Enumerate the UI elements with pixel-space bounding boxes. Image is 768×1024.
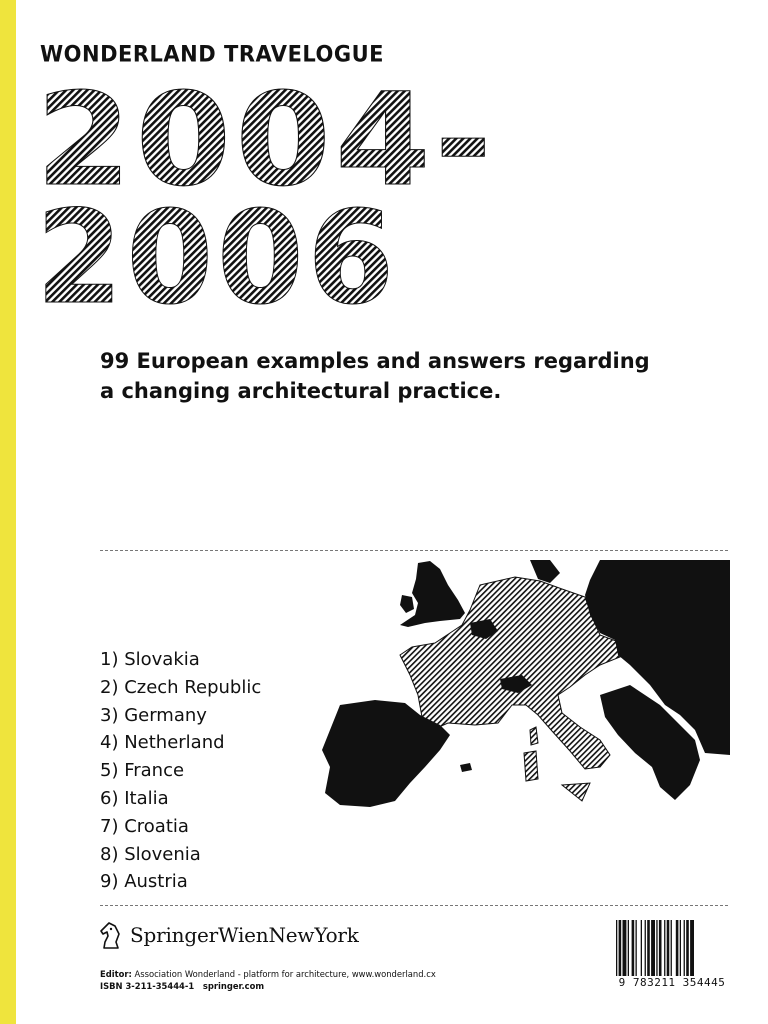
barcode-bar <box>659 920 662 984</box>
map-great-britain <box>400 561 465 627</box>
list-item: 6) Italia <box>100 787 169 809</box>
yellow-spine-strip <box>0 0 16 1024</box>
years-title <box>36 76 506 312</box>
years-line-2: 2006 <box>36 184 398 312</box>
publisher-website: springer.com <box>202 981 265 991</box>
country-list <box>100 646 261 896</box>
barcode-bar <box>676 920 679 984</box>
barcode-bar <box>632 920 635 984</box>
barcode-bar <box>680 920 681 984</box>
europe-map <box>300 555 730 810</box>
list-item: 4) Netherland <box>100 732 225 754</box>
dashed-divider-bottom <box>100 905 728 906</box>
barcode-bar <box>656 920 657 984</box>
isbn-line <box>100 980 436 992</box>
barcode-bar <box>645 920 646 984</box>
editor-label: Editor: <box>100 969 132 979</box>
list-item: 3) Germany <box>100 704 207 726</box>
series-title: WONDERLAND TRAVELOGUE <box>40 41 385 67</box>
map-sardinia <box>524 751 538 781</box>
publisher-logo <box>96 918 359 952</box>
barcode-bar <box>623 920 627 984</box>
barcode-bar <box>671 920 672 984</box>
barcode-bar <box>628 920 629 984</box>
list-item: 8) Slovenia <box>100 843 201 865</box>
barcode-number: 9 783211 354445 <box>612 976 732 989</box>
barcode-bar <box>616 920 617 984</box>
map-sicily <box>562 783 590 801</box>
barcode-bar <box>686 920 689 984</box>
list-item: 9) Austria <box>100 871 188 893</box>
list-item: 5) France <box>100 760 185 782</box>
years-line-1: 2004- <box>36 76 496 215</box>
springer-knight-icon <box>96 920 124 950</box>
map-scandinavia <box>530 560 560 583</box>
isbn: ISBN 3-211-35444-1 <box>100 981 195 991</box>
map-corsica <box>530 727 538 745</box>
list-item: 1) Slovakia <box>100 649 200 670</box>
publisher-name: SpringerWienNewYork <box>130 923 359 947</box>
barcode-bar <box>636 920 637 984</box>
imprint <box>100 968 436 992</box>
tagline-line-2: a changing architectural practice. <box>100 379 502 403</box>
map-ireland <box>400 595 414 613</box>
list-item: 7) Croatia <box>100 815 189 837</box>
barcode-bar <box>647 920 650 984</box>
dashed-divider-top <box>100 550 728 551</box>
editor-line <box>100 968 436 980</box>
tagline-line-1: 99 European examples and answers regarding <box>100 349 650 373</box>
barcode-bar <box>664 920 665 984</box>
barcode-bar <box>651 920 655 984</box>
barcode-bar <box>690 920 694 984</box>
tagline <box>100 346 700 406</box>
barcode-bar <box>641 920 642 984</box>
barcode-bar <box>684 920 685 984</box>
list-item: 2) Czech Republic <box>100 676 262 698</box>
barcode-bar <box>667 920 670 984</box>
map-balearics <box>460 763 472 772</box>
editor-text: Association Wonderland - platform for architecture, www.wonderland.cx <box>134 969 436 979</box>
barcode-bar <box>619 920 622 984</box>
